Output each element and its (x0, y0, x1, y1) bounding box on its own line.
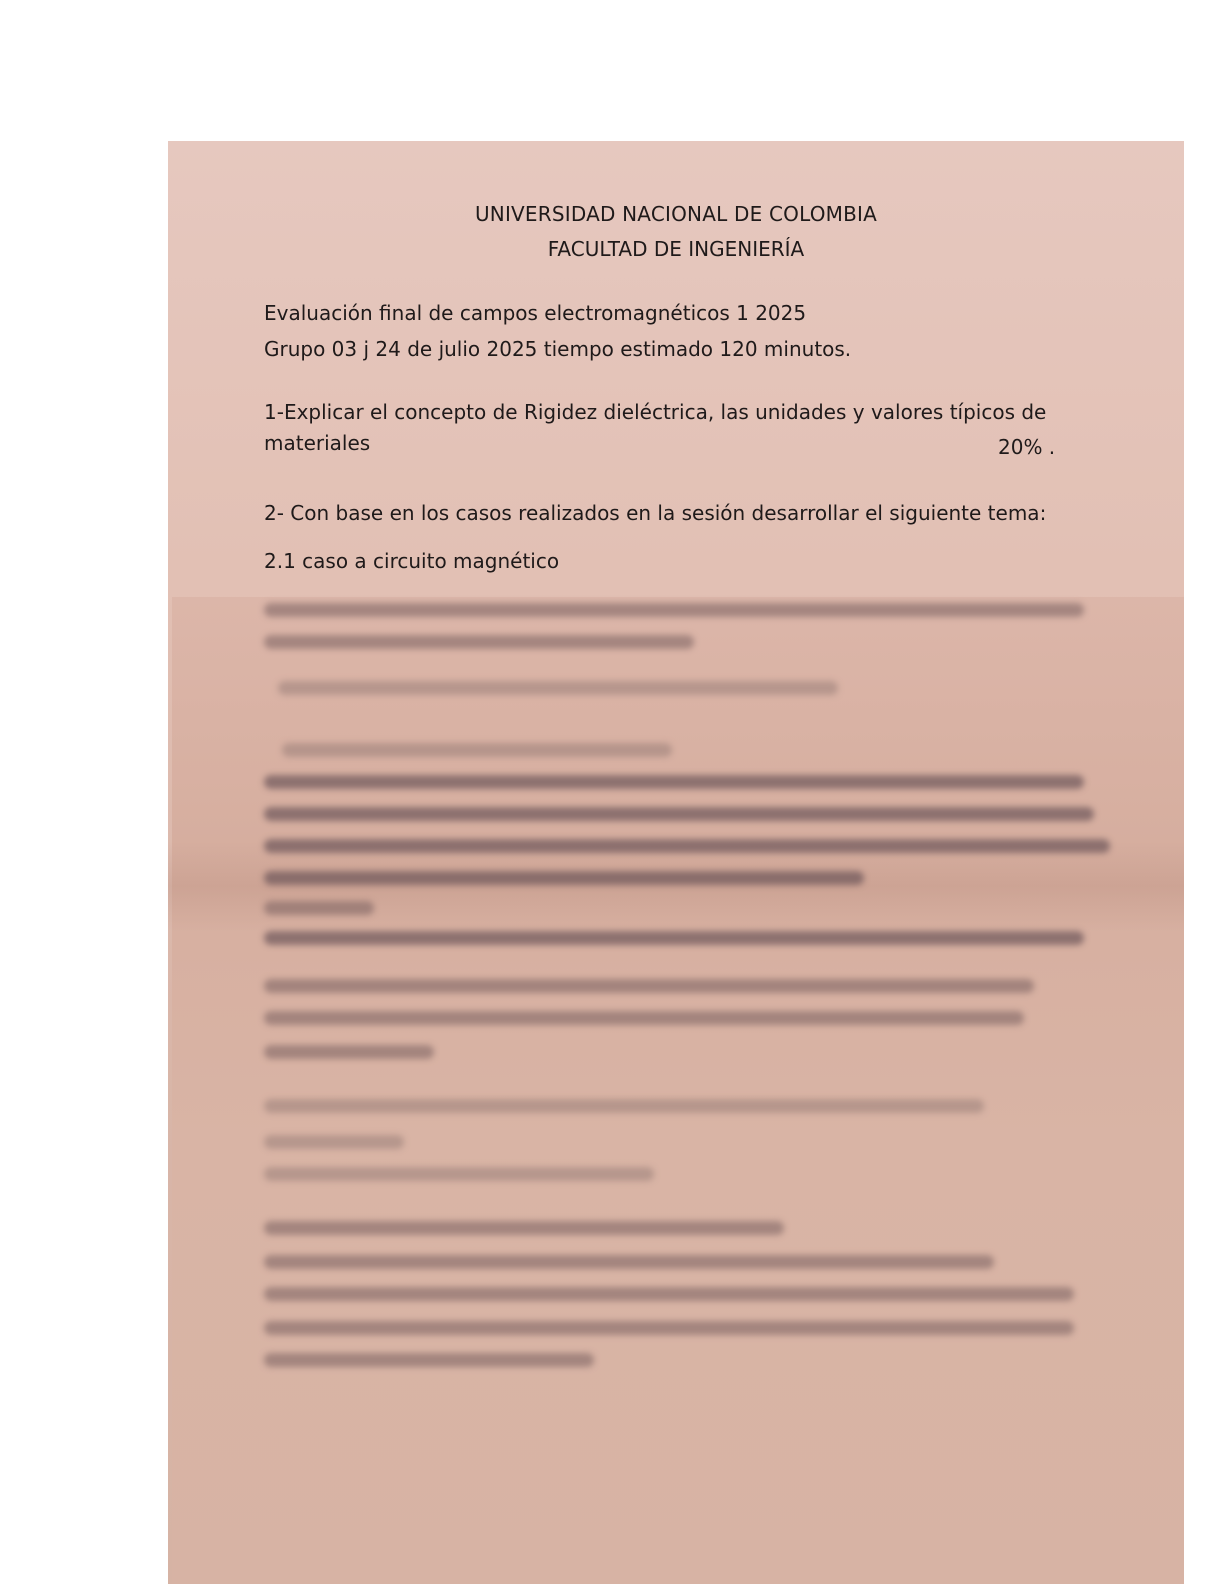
exam-paper (168, 141, 1184, 1584)
exam-details: Grupo 03 j 24 de julio 2025 tiempo estimado 120 minutos. (264, 337, 852, 361)
blurred-text-region (264, 593, 1124, 1393)
question-1-weight: 20% . (998, 435, 1056, 459)
cut-off-header-fragment (608, 141, 688, 151)
question-2-1-title: 2.1 caso a circuito magnético (264, 549, 560, 573)
faculty-heading: FACULTAD DE INGENIERÍA (547, 237, 805, 261)
question-1-line-1: 1-Explicar el concepto de Rigidez dieléctrica, las unidades y valores típicos de (264, 400, 1047, 424)
exam-title: Evaluación final de campos electromagnéticos 1 2025 (264, 301, 807, 325)
question-2-intro: 2- Con base en los casos realizados en la sesión desarrollar el siguiente tema: (264, 501, 1047, 525)
university-heading: UNIVERSIDAD NACIONAL DE COLOMBIA (474, 202, 878, 226)
question-1-line-2: materiales (264, 431, 371, 455)
